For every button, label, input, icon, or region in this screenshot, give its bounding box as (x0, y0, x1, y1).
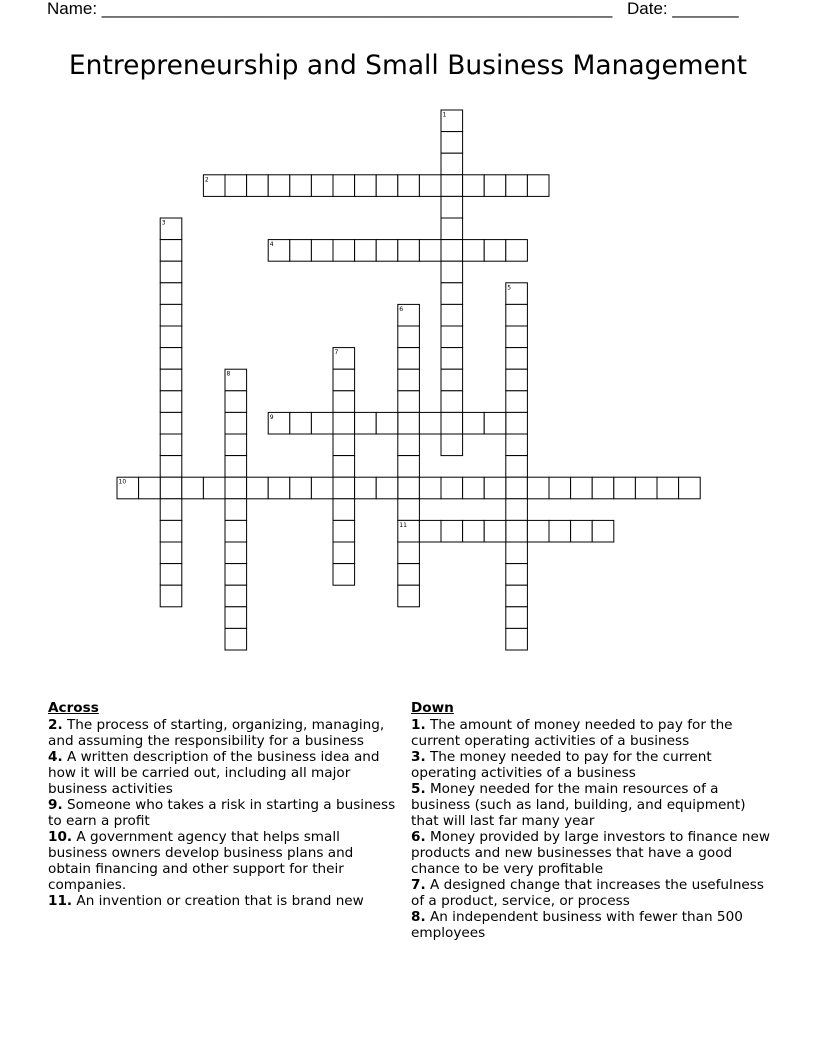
grid-cell (484, 412, 506, 434)
grid-cell (527, 175, 549, 197)
grid-cell (441, 304, 463, 326)
clue-number: 11. (48, 893, 73, 909)
grid-cell (506, 564, 528, 586)
grid-cell (160, 520, 182, 542)
grid-cell (441, 261, 463, 283)
grid-cell (506, 499, 528, 521)
grid-cell (225, 607, 247, 629)
grid-cell (376, 477, 398, 499)
grid-cell (225, 175, 247, 197)
grid-cell (571, 477, 593, 499)
grid-cell (355, 175, 377, 197)
grid-cell (333, 369, 355, 391)
grid-cell (441, 283, 463, 305)
grid-cell (657, 477, 679, 499)
grid-cell (247, 477, 269, 499)
clue-number: 5. (411, 781, 426, 797)
grid-cell (182, 477, 204, 499)
grid-cell (398, 477, 420, 499)
grid-cell (225, 456, 247, 478)
grid-cell (290, 240, 312, 262)
grid-cell (376, 175, 398, 197)
grid-cell (549, 520, 571, 542)
grid-cell (225, 434, 247, 456)
grid-cell (506, 326, 528, 348)
grid-cell (441, 369, 463, 391)
down-clue (411, 909, 771, 941)
grid-cell (506, 348, 528, 370)
grid-cell (398, 564, 420, 586)
clue-number: 9. (48, 797, 63, 813)
grid-cell (160, 240, 182, 262)
date-field-label: Date: _______ (627, 0, 739, 18)
clue-number: 3. (411, 749, 426, 765)
grid-cell (247, 175, 269, 197)
grid-cell (333, 412, 355, 434)
grid-cell (160, 499, 182, 521)
grid-cell (333, 520, 355, 542)
grid-cell (225, 520, 247, 542)
across-clue (48, 797, 400, 829)
grid-cell (333, 456, 355, 478)
grid-cell (506, 240, 528, 262)
grid-cell (355, 477, 377, 499)
grid-cell (160, 261, 182, 283)
grid-cell (398, 369, 420, 391)
cell-number: 9 (269, 413, 274, 421)
grid-cell (463, 412, 485, 434)
down-heading: Down (411, 700, 454, 716)
grid-cell (160, 542, 182, 564)
grid-cell (506, 477, 528, 499)
grid-cell (441, 520, 463, 542)
grid-cell (311, 175, 333, 197)
grid-cell (506, 456, 528, 478)
grid-cell (398, 175, 420, 197)
grid-cell (506, 434, 528, 456)
grid-cell (268, 175, 290, 197)
grid-cell (225, 391, 247, 413)
grid-cell (441, 196, 463, 218)
grid-cell (463, 477, 485, 499)
grid-cell (506, 391, 528, 413)
grid-cell (635, 477, 657, 499)
grid-cell (160, 283, 182, 305)
grid-cell (441, 326, 463, 348)
cell-number: 8 (226, 370, 231, 378)
grid-cell (592, 477, 614, 499)
grid-cell (441, 153, 463, 175)
grid-cell (484, 175, 506, 197)
grid-cell (160, 477, 182, 499)
down-clue (411, 829, 771, 877)
grid-cell (160, 585, 182, 607)
grid-cell (203, 477, 225, 499)
grid-cell (419, 175, 441, 197)
grid-cell (419, 240, 441, 262)
grid-cell (441, 434, 463, 456)
grid-cell (333, 240, 355, 262)
grid-cell (160, 304, 182, 326)
grid-cell (160, 369, 182, 391)
grid-cell (441, 218, 463, 240)
across-heading: Across (48, 700, 99, 716)
down-clue (411, 877, 771, 909)
grid-cell (160, 456, 182, 478)
clue-text: The money needed to pay for the current operating activities of a business (411, 749, 712, 781)
clue-text: The amount of money needed to pay for the current operating activities of a business (411, 717, 733, 749)
grid-cell (592, 520, 614, 542)
grid-cell (225, 477, 247, 499)
grid-cell (333, 477, 355, 499)
grid-cell (506, 412, 528, 434)
grid-cell (571, 520, 593, 542)
grid-cell (311, 412, 333, 434)
across-clue (48, 717, 400, 749)
grid-cell (398, 499, 420, 521)
grid-cell (398, 391, 420, 413)
grid-cell (484, 240, 506, 262)
grid-cell (333, 175, 355, 197)
grid-cell (527, 520, 549, 542)
clue-text: Money needed for the main resources of a business (such as land, building, and equipment) that will last far many year (411, 781, 746, 829)
grid-cell (506, 369, 528, 391)
grid-cell (398, 412, 420, 434)
cell-number: 6 (399, 305, 404, 313)
grid-cell (398, 542, 420, 564)
grid-cell (311, 477, 333, 499)
grid-cell (290, 412, 312, 434)
cell-number: 3 (161, 219, 166, 227)
down-clues (411, 700, 771, 941)
clue-number: 7. (411, 877, 426, 893)
grid-cell (484, 520, 506, 542)
cell-number: 11 (399, 521, 407, 529)
grid-cell (398, 348, 420, 370)
grid-cell (398, 585, 420, 607)
grid-cell (419, 477, 441, 499)
grid-cell (311, 240, 333, 262)
grid-cell (225, 412, 247, 434)
cell-number: 1 (442, 111, 447, 119)
grid-cell (398, 456, 420, 478)
clue-number: 6. (411, 829, 426, 845)
clue-text: A designed change that increases the usefulness of a product, service, or process (411, 877, 764, 909)
grid-cell (333, 564, 355, 586)
clue-number: 8. (411, 909, 426, 925)
grid-cell (160, 326, 182, 348)
cell-number: 2 (204, 176, 209, 184)
grid-cell (160, 434, 182, 456)
grid-cell (225, 628, 247, 650)
grid-cell (549, 477, 571, 499)
grid-cell (441, 240, 463, 262)
across-clue (48, 829, 400, 893)
clue-number: 4. (48, 749, 63, 765)
grid-cell (441, 412, 463, 434)
grid-cell (376, 412, 398, 434)
clue-text: Someone who takes a risk in starting a business to earn a profit (48, 797, 396, 829)
grid-cell (506, 175, 528, 197)
cell-number: 5 (507, 284, 512, 292)
grid-cell (398, 434, 420, 456)
clue-text: The process of starting, organizing, managing, and assuming the responsibility for a business (48, 717, 385, 749)
down-clue (411, 749, 771, 781)
clue-number: 1. (411, 717, 426, 733)
clue-number: 2. (48, 717, 63, 733)
grid-cell (506, 520, 528, 542)
grid-cell (441, 348, 463, 370)
grid-cell (333, 542, 355, 564)
grid-cell (506, 304, 528, 326)
grid-cell (290, 477, 312, 499)
grid-cell (333, 499, 355, 521)
grid-cell (333, 434, 355, 456)
grid-cell (441, 175, 463, 197)
grid-cell (160, 391, 182, 413)
grid-cell (484, 477, 506, 499)
grid-cell (398, 240, 420, 262)
grid-cell (506, 585, 528, 607)
cell-number: 10 (118, 478, 127, 486)
across-clues (48, 700, 400, 909)
name-field-label: Name: ______________________________________________________ (47, 0, 613, 18)
grid-cell (225, 499, 247, 521)
grid-cell (139, 477, 161, 499)
grid-cell (441, 477, 463, 499)
grid-cell (441, 391, 463, 413)
grid-cell (463, 520, 485, 542)
cell-number: 4 (269, 241, 274, 249)
grid-cell (441, 132, 463, 154)
grid-cell (679, 477, 701, 499)
grid-cell (463, 240, 485, 262)
clue-number: 10. (48, 829, 73, 845)
across-clue (48, 749, 400, 797)
grid-cell (614, 477, 636, 499)
down-clue-list (411, 717, 771, 941)
grid-cell (225, 585, 247, 607)
grid-cell (160, 412, 182, 434)
down-clue (411, 781, 771, 829)
across-clue (48, 893, 400, 909)
grid-cell (225, 564, 247, 586)
grid-cell (506, 542, 528, 564)
clue-text: Money provided by large investors to finance new products and new businesses that have a good chance to be very profitable (411, 829, 770, 877)
grid-cell (419, 412, 441, 434)
grid-cell (419, 520, 441, 542)
grid-cell (160, 564, 182, 586)
grid-cell (290, 175, 312, 197)
clue-text: An invention or creation that is brand new (72, 893, 364, 909)
grid-cell (463, 175, 485, 197)
grid-cell (268, 477, 290, 499)
grid-cell (355, 240, 377, 262)
grid-cell (527, 477, 549, 499)
grid-cell (333, 391, 355, 413)
grid-cell (225, 542, 247, 564)
grid-cell (506, 628, 528, 650)
clue-text: A government agency that helps small business owners develop business plans and obtain financing and other support for their companies. (48, 829, 354, 893)
down-clue (411, 717, 771, 749)
clue-text: An independent business with fewer than 500 employees (411, 909, 743, 941)
grid-cell (355, 412, 377, 434)
grid-cell (376, 240, 398, 262)
grid-cell (160, 348, 182, 370)
grid-cell (506, 607, 528, 629)
grid-cell (398, 326, 420, 348)
clue-text: A written description of the business idea and how it will be carried out, including all major business activities (48, 749, 380, 797)
page-title: Entrepreneurship and Small Business Management (68, 50, 748, 81)
cell-number: 7 (334, 349, 339, 357)
across-clue-list (48, 717, 400, 909)
